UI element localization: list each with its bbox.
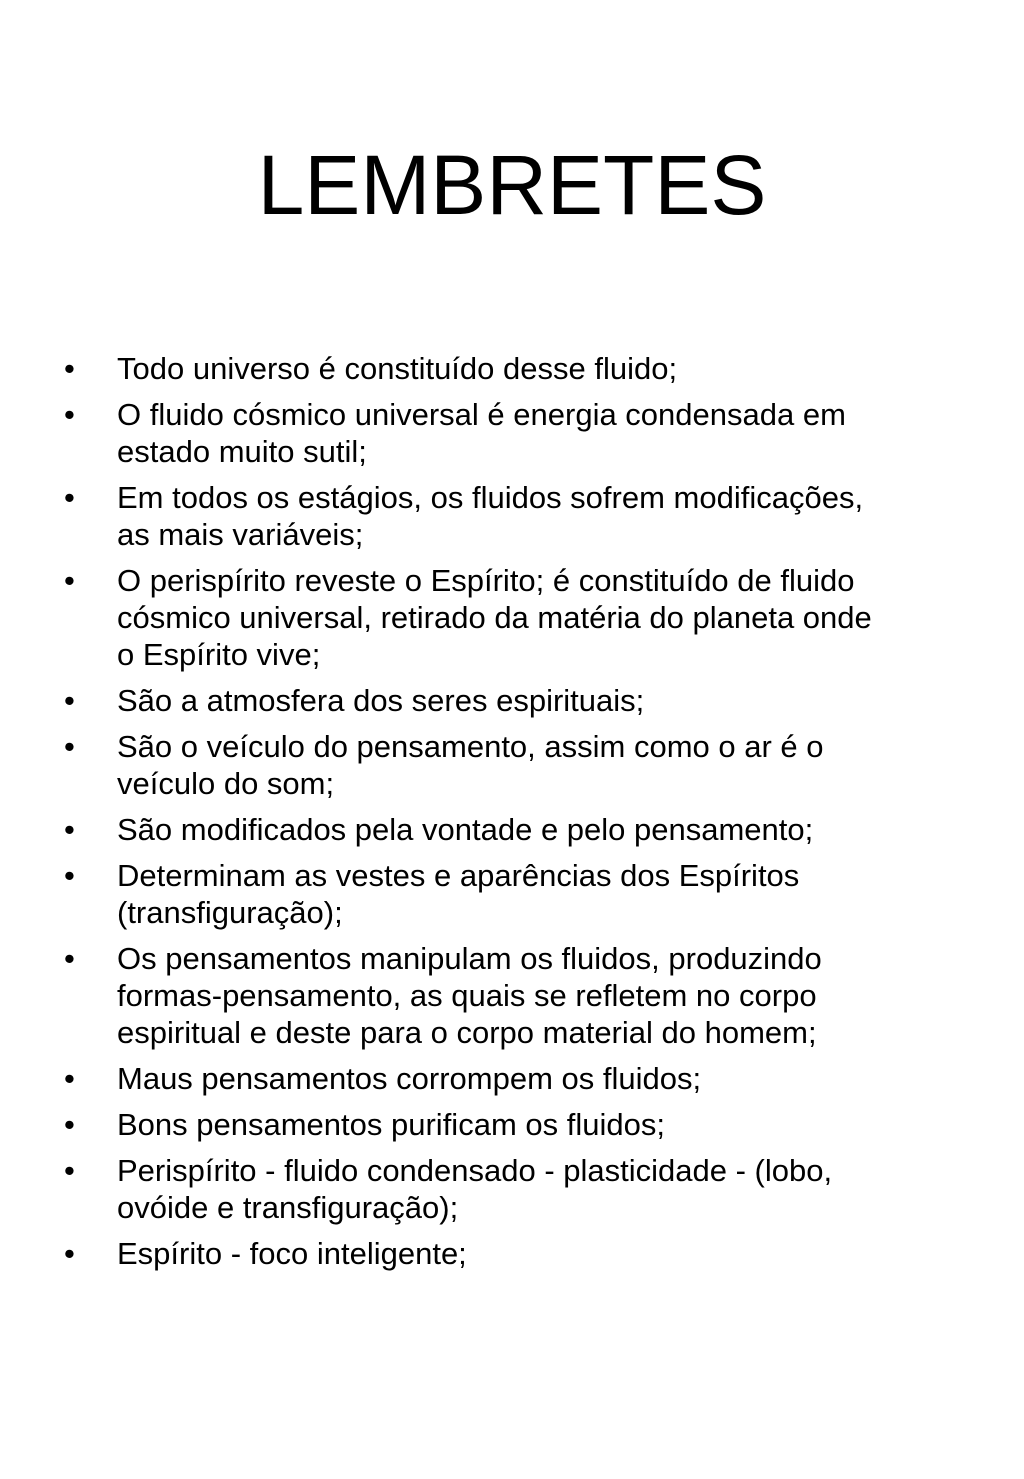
list-item-text: São o veículo do pensamento, assim como o ar é o veículo do som; <box>117 729 824 801</box>
list-item <box>60 562 960 673</box>
list-item-text: São a atmosfera dos seres espirituais; <box>117 683 645 718</box>
list-item-text: Perispírito - fluido condensado - plasticidade - (lobo, ovóide e transfiguração); <box>117 1153 833 1225</box>
bullet-icon: • <box>64 563 75 598</box>
list-item-text: O fluido cósmico universal é energia condensada em estado muito sutil; <box>117 397 846 469</box>
list-item-text: Maus pensamentos corrompem os fluidos; <box>117 1061 702 1096</box>
list-item <box>60 1235 960 1272</box>
list-item <box>60 396 960 470</box>
bullet-icon: • <box>64 941 75 976</box>
page-title: LEMBRETES <box>257 138 767 232</box>
bullet-icon: • <box>64 1153 75 1188</box>
list-item <box>60 1060 960 1097</box>
list-item-text: Em todos os estágios, os fluidos sofrem modificações, as mais variáveis; <box>117 480 864 552</box>
bullet-icon: • <box>64 729 75 764</box>
bullet-icon: • <box>64 1236 75 1271</box>
bullet-icon: • <box>64 1061 75 1096</box>
bullet-icon: • <box>64 812 75 847</box>
list-item <box>60 1152 960 1226</box>
list-item-text: Os pensamentos manipulam os fluidos, produzindo formas-pensamento, as quais se refletem no corpo espiritual e deste para o corpo material do homem; <box>117 941 822 1050</box>
list-item-text: Bons pensamentos purificam os fluidos; <box>117 1107 665 1142</box>
list-item <box>60 811 960 848</box>
bullet-list <box>60 350 960 1281</box>
list-item-text: Espírito - foco inteligente; <box>117 1236 467 1271</box>
list-item <box>60 940 960 1051</box>
list-item-text: São modificados pela vontade e pelo pensamento; <box>117 812 814 847</box>
bullet-icon: • <box>64 397 75 432</box>
list-item <box>60 1106 960 1143</box>
list-item-text: O perispírito reveste o Espírito; é constituído de fluido cósmico universal, retirado da matéria do planeta onde o Espírito vive; <box>117 563 872 672</box>
list-item-text: Determinam as vestes e aparências dos Espíritos (transfiguração); <box>117 858 800 930</box>
bullet-icon: • <box>64 683 75 718</box>
bullet-icon: • <box>64 480 75 515</box>
list-item <box>60 728 960 802</box>
bullet-icon: • <box>64 1107 75 1142</box>
bullet-icon: • <box>64 858 75 893</box>
list-item <box>60 350 960 387</box>
bullet-icon: • <box>64 351 75 386</box>
list-item <box>60 682 960 719</box>
list-item <box>60 479 960 553</box>
list-item-text: Todo universo é constituído desse fluido; <box>117 351 678 386</box>
list-item <box>60 857 960 931</box>
